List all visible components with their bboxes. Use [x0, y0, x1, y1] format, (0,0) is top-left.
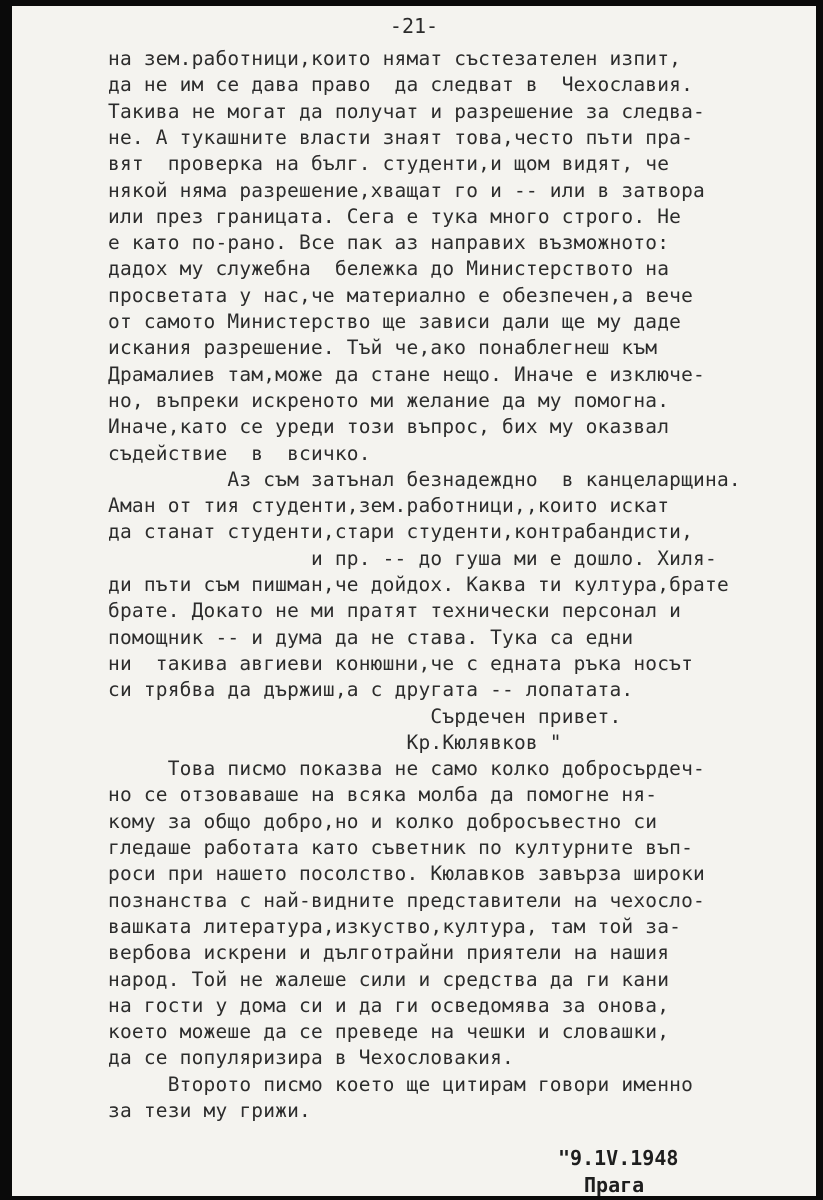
letter-date: "9.1V.1948 [558, 1146, 679, 1170]
text-line: Сърдечен привет. [108, 704, 622, 728]
text-line: съдействие в всичко. [108, 441, 371, 465]
text-line: и пр. -- до гуша ми е дошло. Хиля- [108, 546, 717, 570]
text-line: но, въпреки искреното ми желание да му помогна. [108, 388, 670, 412]
text-line: което можеше да се преведе на чешки и словашки, [108, 1020, 670, 1044]
letter-city: Прага [584, 1173, 645, 1196]
text-line: роси при нашето посолство. Кюлавков завърза широки [108, 862, 705, 886]
text-line: за тези му грижи. [108, 1099, 311, 1122]
text-line: ни такива авгиеви конюшни,че с едната ръка носът [108, 651, 694, 675]
text-line: от самото Министерство ще зависи дали ще му даде [108, 310, 682, 333]
text-line: Аз съм затънал безнадеждно в канцеларщина. [108, 467, 741, 491]
text-line: Такива не могат да получат и разрешение за следва- [108, 99, 705, 123]
text-line: е като по-рано. Все пак аз направих възможното: [108, 231, 670, 255]
text-line: не. А тукашните власти знаят това,често пъти пра- [108, 125, 694, 149]
text-line: Иначе,като се уреди този въпрос, бих му оказвал [108, 415, 670, 439]
text-line: вашката литература,изкуство,култура, там той за- [108, 914, 682, 938]
page-number: -21- [389, 14, 439, 38]
text-line: Това писмо показва не само колко добросърдеч- [108, 757, 705, 781]
typewritten-page [12, 6, 816, 1196]
text-line: да станат студенти,стари студенти,контрабандисти, [108, 520, 694, 544]
text-line: вят проверка на бълг. студенти,и щом видят, че [108, 152, 670, 176]
text-line: да се популяризира в Чехословакия. [108, 1046, 514, 1070]
text-line: Аман от тия студенти,зем.работници,,които искат [108, 494, 670, 518]
text-line: ди пъти съм пишман,че дойдох. Каква ти култура,брате [108, 573, 729, 596]
text-line: просветата у нас,че материално е обезпечен,а вече [108, 283, 694, 307]
text-line: на зем.работници,които нямат състезателен изпит, [108, 47, 682, 70]
text-line: Второто писмо което ще цитирам говори именно [108, 1072, 694, 1096]
text-line: Драмалиев там,може да стане нещо. Иначе е изключе- [108, 362, 705, 386]
text-line: Кр.Кюлявков " [108, 730, 562, 754]
text-line: или през границата. Сега е тука много строго. Не [108, 204, 682, 228]
text-line: вербова искрени и дълготрайни приятели на нашия [108, 941, 670, 965]
text-line: някой няма разрешение,хващат го и -- или в затвора [108, 178, 705, 202]
text-line: да не им се дава право да следват в Чехославия. [108, 73, 694, 97]
text-line: но се отзоваваше на всяка молба да помогне ня- [108, 783, 658, 807]
text-line: познанства с най-видните представители на чехосло- [108, 888, 705, 912]
text-line: дадох му служебна бележка до Министерството на [108, 257, 670, 281]
text-line: си трябва да държиш,а с другата -- лопатата. [108, 678, 634, 702]
text-line: на гости у дома си и да ги осведомява за онова, [108, 993, 670, 1017]
text-line: помощник -- и дума да не става. Тука са едни [108, 625, 634, 649]
text-line: искания разрешение. Тъй че,ако понаблегнеш към [108, 336, 658, 360]
text-line: кому за общо добро,но и колко добросъвестно си [108, 809, 658, 833]
text-line: народ. Той не жалеше сили и средства да ги кани [108, 967, 670, 991]
text-line: брате. Докато не ми пратят технически персонал и [108, 599, 682, 623]
text-line: гледаше работата като съветник по културните въп- [108, 836, 694, 859]
